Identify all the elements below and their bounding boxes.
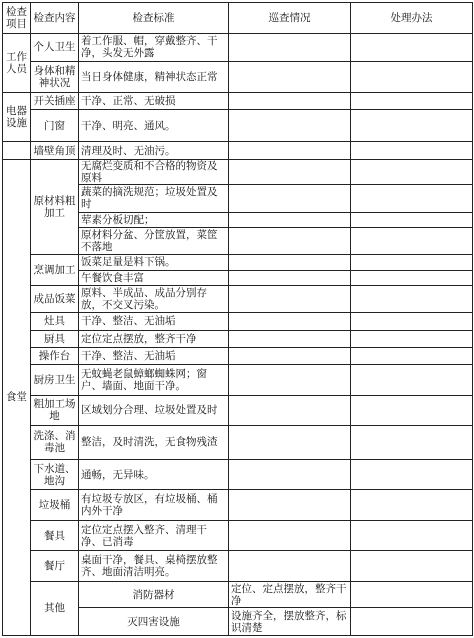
item-cell: 原材料粗加工 [31,159,79,255]
handling-cell[interactable] [351,313,473,330]
table-row [3,313,473,330]
patrol-cell[interactable] [229,365,351,396]
table-row [3,520,473,551]
item-cell: 下水道、地沟 [31,459,79,490]
standard-cell: 无腐烂变质和不合格的物资及原料 [79,159,229,184]
standard-cell: 饭菜足量是料下锅。 [79,255,229,270]
handling-cell[interactable] [351,395,473,426]
handling-cell[interactable] [351,270,473,285]
standard-cell: 干净、整洁、无油垢 [79,347,229,364]
patrol-cell[interactable] [229,212,351,227]
standard-cell: 荤素分板切配； [79,212,229,227]
patrol-cell[interactable] [229,142,351,159]
handling-cell[interactable] [351,426,473,460]
table-row [3,285,473,312]
standard-cell: 干净、明亮、通风。 [79,109,229,142]
header-category: 检查项目 [3,3,31,34]
table-row [3,109,473,142]
header-row [3,3,473,34]
patrol-cell[interactable] [229,347,351,364]
table-row [3,426,473,460]
patrol-cell[interactable] [229,520,351,551]
category-electric: 电器设施 [3,92,31,142]
standard-cell: 无蚊蝇老鼠蟑螂蜘蛛网；窗户、墙面、地面干净。 [79,365,229,396]
standard-cell: 定位、定点摆放，整齐干净 [229,581,351,607]
item-cell: 餐具 [31,520,79,551]
table-row [3,92,473,109]
item-cell: 消防器材 [79,581,229,607]
patrol-cell[interactable] [229,459,351,490]
table-row [3,395,473,426]
standard-cell: 原材料分盆、分筐放置，菜筐不落地 [79,227,229,254]
table-row [3,255,473,270]
item-cell: 门窗 [31,109,79,142]
patrol-cell[interactable] [229,426,351,460]
handling-cell[interactable] [351,33,473,61]
patrol-cell[interactable] [229,270,351,285]
standard-cell: 设施齐全，摆放整齐，标识清楚 [229,608,351,636]
table-row [3,551,473,582]
item-cell: 开关插座 [31,92,79,109]
handling-cell[interactable] [351,212,473,227]
patrol-cell[interactable] [229,285,351,312]
handling-cell[interactable] [351,330,473,347]
table-row [3,459,473,490]
patrol-cell[interactable] [229,313,351,330]
table-row [3,33,473,61]
category-empty [3,142,31,159]
inspection-table [2,2,473,636]
header-handling: 处理办法 [351,3,473,34]
handling-cell[interactable] [351,92,473,109]
item-cell: 个人卫生 [31,33,79,61]
category-staff: 工作人员 [3,33,31,92]
standard-cell: 清理及时、无油污。 [79,142,229,159]
handling-cell[interactable] [351,142,473,159]
handling-cell[interactable] [351,227,473,254]
patrol-cell[interactable] [229,490,351,521]
item-cell: 垃圾桶 [31,490,79,521]
standard-cell: 区域划分合理、垃圾处置及时 [79,395,229,426]
header-standard: 检查标准 [79,3,229,34]
patrol-cell[interactable] [229,62,351,93]
item-cell: 灭四害设施 [79,608,229,636]
table-row [3,365,473,396]
standard-cell: 午餐饮食丰富 [79,270,229,285]
item-cell: 厨具 [31,330,79,347]
standard-cell: 有垃圾专放区，有垃圾桶、桶内外干净 [79,490,229,521]
handling-cell[interactable] [351,347,473,364]
patrol-cell[interactable] [229,255,351,270]
handling-cell[interactable] [351,255,473,270]
item-cell: 粗加工场地 [31,395,79,426]
category-other: 其他 [31,581,79,635]
category-canteen: 食堂 [3,159,31,635]
item-cell: 身体和精神状况 [31,62,79,93]
patrol-cell[interactable] [229,551,351,582]
item-cell: 灶具 [31,313,79,330]
handling-cell[interactable] [351,62,473,93]
standard-cell: 着工作服、帽，穿戴整齐、干净，头发无外露 [79,33,229,61]
patrol-cell[interactable] [229,92,351,109]
table-row [3,490,473,521]
handling-cell[interactable] [351,365,473,396]
table-row [3,142,473,159]
standard-cell: 定位定点摆入整齐、清理干净、已消毒 [79,520,229,551]
handling-cell[interactable] [351,185,473,212]
standard-cell: 干净、整洁、无油垢 [79,313,229,330]
standard-cell: 蔬菜的摘洗规范；垃圾处置及时 [79,185,229,212]
patrol-cell[interactable] [229,109,351,142]
item-cell: 餐厅 [31,551,79,582]
patrol-cell[interactable] [229,330,351,347]
standard-cell: 整洁，及时清洗，无食物残渣 [79,426,229,460]
standard-cell: 通畅，无异味。 [79,459,229,490]
standard-cell: 当日身体健康，精神状态正常 [79,62,229,93]
handling-cell[interactable] [351,490,473,521]
handling-cell[interactable] [351,159,473,184]
table-row [3,330,473,347]
handling-cell[interactable] [351,285,473,312]
item-cell: 洗涤、消毒池 [31,426,79,460]
patrol-cell[interactable] [229,159,351,184]
handling-cell[interactable] [351,459,473,490]
item-cell: 厨房卫生 [31,365,79,396]
patrol-cell[interactable] [229,227,351,254]
patrol-cell[interactable] [229,33,351,61]
table-row [3,159,473,184]
standard-cell: 原料、半成品、成品分别存放，不交叉污染。 [79,285,229,312]
standard-cell: 桌面干净，餐具、桌椅摆放整齐、地面清洁明亮。 [79,551,229,582]
patrol-cell[interactable] [229,185,351,212]
item-cell: 操作台 [31,347,79,364]
standard-cell: 定位定点摆放，整齐干净 [79,330,229,347]
handling-cell[interactable] [351,109,473,142]
item-cell: 成品饭菜 [31,285,79,312]
handling-cell[interactable] [351,551,473,582]
table-row [3,581,473,607]
handling-cell[interactable] [351,520,473,551]
patrol-cell[interactable] [229,395,351,426]
header-item: 检查内容 [31,3,79,34]
patrol-cell[interactable] [351,608,473,636]
patrol-cell[interactable] [351,581,473,607]
standard-cell: 干净、正常、无破损 [79,92,229,109]
header-patrol: 巡查情况 [229,3,351,34]
item-cell: 烹调加工 [31,255,79,286]
item-cell: 墙壁角顶 [31,142,79,159]
table-row [3,347,473,364]
table-row [3,62,473,93]
